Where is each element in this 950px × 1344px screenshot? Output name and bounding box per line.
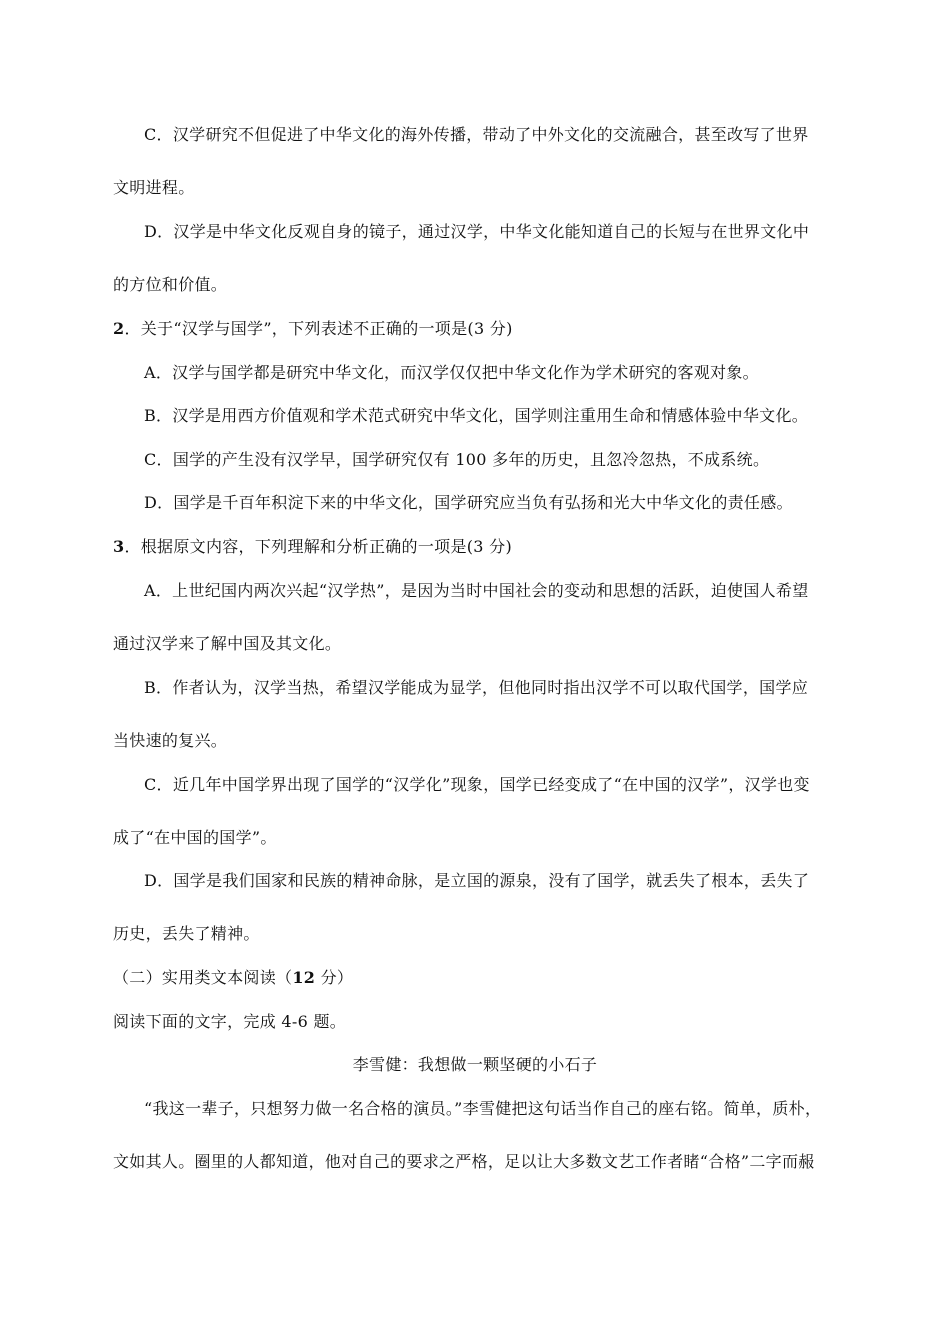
q2-option-d: D．国学是千百年积淀下来的中华文化，国学研究应当负有弘扬和光大中华文化的责任感。 xyxy=(144,493,793,512)
q3-stem-text: ．根据原文内容，下列理解和分析正确的一项是(3 分) xyxy=(124,537,512,556)
q2-number: 2 xyxy=(113,319,125,338)
q1-option-c-line1: C．汉学研究不但促进了中华文化的海外传播，带动了中外文化的交流融合，甚至改写了世界 xyxy=(144,125,809,144)
q3-option-a-line2: 通过汉学来了解中国及其文化。 xyxy=(113,634,342,653)
section-instruction: 阅读下面的文字，完成 4-6 题。 xyxy=(113,1012,347,1031)
q3-option-d-line1: D．国学是我们国家和民族的精神命脉，是立国的源泉，没有了国学，就丢失了根本，丢失了 xyxy=(144,871,810,890)
q3-option-c-line2: 成了“在中国的国学”。 xyxy=(113,828,277,847)
q3-stem xyxy=(113,537,512,557)
q1-option-c-line2: 文明进程。 xyxy=(113,178,195,197)
q2-option-b: B．汉学是用西方价值观和学术范式研究中华文化，国学则注重用生命和情感体验中华文化。 xyxy=(144,406,809,425)
q2-option-c: C．国学的产生没有汉学早，国学研究仅有 100 多年的历史，且忽冷忽热，不成系统。 xyxy=(144,450,770,469)
q3-option-a-line1: A．上世纪国内两次兴起“汉学热”，是因为当时中国社会的变动和思想的活跃，迫使国人希望 xyxy=(144,581,809,600)
article-paragraph-line2: 文如其人。圈里的人都知道，他对自己的要求之严格，足以让大多数文艺工作者睹“合格”二字而赧 xyxy=(113,1152,815,1171)
q3-option-c-line1: C．近几年中国学界出现了国学的“汉学化”现象，国学已经变成了“在中国的汉学”，汉学也变 xyxy=(144,775,810,794)
article-paragraph-line1: “我这一辈子，只想努力做一名合格的演员。”李雪健把这句话当作自己的座右铭。简单，质朴， xyxy=(144,1099,822,1118)
article-title: 李雪健：我想做一颗坚硬的小石子 xyxy=(352,1055,598,1074)
q1-option-d-line2: 的方位和价值。 xyxy=(113,275,228,294)
q2-option-a: A．汉学与国学都是研究中华文化，而汉学仅仅把中华文化作为学术研究的客观对象。 xyxy=(144,363,759,382)
q1-option-d-line1: D．汉学是中华文化反观自身的镜子，通过汉学，中华文化能知道自己的长短与在世界文化中 xyxy=(144,222,810,241)
q3-option-b-line1: B．作者认为，汉学当热，希望汉学能成为显学，但他同时指出汉学不可以取代国学，国学应 xyxy=(144,678,809,697)
q2-stem xyxy=(113,319,513,339)
section-heading-suffix: 分） xyxy=(315,968,354,987)
q2-stem-text: ．关于“汉学与国学”，下列表述不正确的一项是(3 分) xyxy=(124,319,513,338)
q3-number: 3 xyxy=(113,537,125,556)
q3-option-d-line2: 历史，丢失了精神。 xyxy=(113,924,260,943)
section-heading-prefix: （二）实用类文本阅读（ xyxy=(113,968,293,987)
section-heading-score: 12 xyxy=(292,968,316,987)
q3-option-b-line2: 当快速的复兴。 xyxy=(113,731,228,750)
section-heading xyxy=(113,968,353,988)
